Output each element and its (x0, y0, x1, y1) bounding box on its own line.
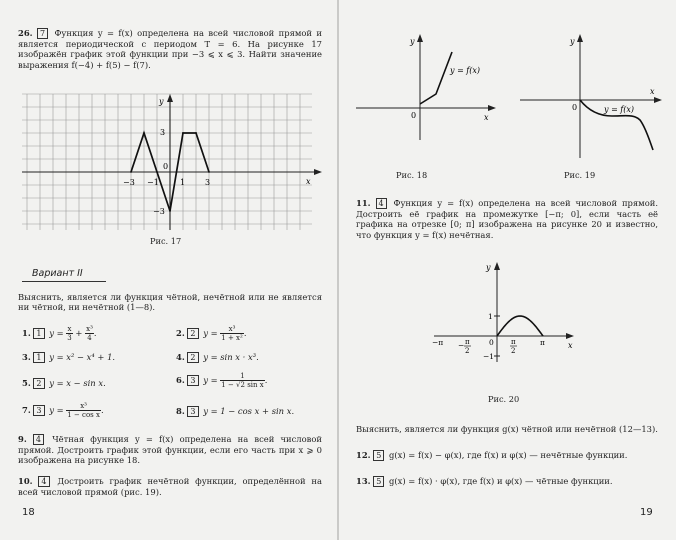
x-axis-label: x (568, 341, 573, 350)
data-point (169, 210, 171, 212)
lhs: y = (203, 375, 218, 385)
expression: y = 1 − cos x + sin x. (203, 406, 295, 416)
exercise-number: 5. (22, 378, 31, 388)
difficulty-box: 2 (187, 352, 198, 363)
tick-mpi2-den: 2 (465, 347, 470, 355)
denominator: 3 (67, 334, 72, 342)
expression: y = sin x · x³. (203, 352, 259, 362)
exercise-number: 3. (22, 352, 31, 362)
data-point (143, 132, 145, 134)
data-point (195, 132, 197, 134)
exercise-5 (22, 378, 106, 389)
period: . (243, 328, 247, 338)
lhs: y = (203, 328, 218, 338)
y-axis-arrow (577, 34, 583, 42)
tick-pi: π (540, 338, 545, 347)
fraction (220, 325, 244, 342)
denominator: 1 + x² (221, 334, 243, 342)
tick-one: 1 (488, 312, 493, 321)
exercise-number: 2. (176, 328, 185, 338)
exercise-number: 6. (176, 375, 185, 385)
difficulty-box: 3 (187, 375, 198, 386)
data-point (182, 132, 184, 134)
difficulty-box: 3 (33, 405, 44, 416)
problem-number: 26. (18, 28, 33, 38)
figure-19 (516, 30, 666, 160)
fraction (66, 402, 101, 419)
exercise-4 (176, 352, 259, 363)
function-label: y = f(x) (450, 66, 481, 75)
fraction (66, 325, 72, 342)
difficulty-box: 2 (187, 328, 198, 339)
period: . (264, 375, 268, 385)
period: . (93, 328, 97, 338)
right-page (338, 0, 676, 540)
problem-13 (356, 476, 658, 487)
y-axis-label: y (410, 37, 415, 46)
function-label: y = f(x) (604, 105, 635, 114)
tick-pi2-num: π (511, 338, 516, 346)
figure-18-caption: Рис. 18 (396, 170, 428, 180)
sine-curve (497, 316, 543, 336)
y-axis-arrow (417, 34, 423, 42)
x-axis-label: x (484, 113, 489, 122)
fraction (85, 325, 94, 342)
expression: y = x − sin x. (49, 378, 106, 388)
exercise-number: 8. (176, 406, 185, 416)
problem-number: 13. (356, 476, 371, 486)
numerator: x³ (220, 325, 244, 334)
exercise-8 (176, 406, 294, 417)
tick-mone: −1 (483, 352, 495, 361)
x-axis-arrow (566, 333, 574, 339)
y-axis-arrow (494, 262, 500, 270)
exercise-3 (22, 352, 115, 363)
difficulty-box: 2 (33, 378, 44, 389)
x-axis-label: x (306, 177, 311, 186)
exercise-number: 1. (22, 328, 31, 338)
figure-19-caption: Рис. 19 (564, 170, 596, 180)
exercise-2 (176, 325, 246, 342)
exercise-7 (22, 402, 104, 419)
lhs: y = (49, 405, 64, 415)
problem-26 (18, 28, 322, 70)
problem-text: g(x) = f(x) · φ(x), где f(x) и φ(x) — чётные функции. (389, 476, 613, 486)
difficulty-box: 1 (33, 328, 44, 339)
problem-text: Чётная функция y = f(x) определена на всей числовой прямой. Достроить график этой функции, если его часть при x ⩾ 0 изображена на рисунке 18. (18, 434, 322, 466)
data-point (208, 171, 210, 173)
function-curve (420, 52, 452, 104)
difficulty-box: 4 (376, 198, 387, 209)
figure-17 (22, 92, 322, 232)
difficulty-box: 5 (373, 476, 384, 487)
problem-text: Достроить график нечётной функции, определённой на всей числовой прямой (рис. 19). (18, 476, 322, 497)
lhs: y = (49, 328, 64, 338)
tick-pi2-den: 2 (511, 347, 516, 355)
variant-underline (22, 281, 106, 282)
denominator: 1 − √2 sin x (221, 381, 264, 389)
problem-number: 9. (18, 434, 27, 444)
numerator: x³ (86, 325, 93, 333)
problem-11 (356, 198, 658, 240)
origin-label: 0 (411, 111, 417, 120)
numerator: 1 (220, 372, 264, 381)
problem-text: Функция y = f(x) определена на всей числовой прямой и является периодической с периодом T = 6. На рисунке 17 изображён график этой функции при −3 ⩽ x ⩽ 3. Найти значение выражения f(−4) + f(5) − f(7). (18, 28, 322, 70)
expression: y = x² − x⁴ + 1. (49, 352, 116, 362)
intro-text: Выяснить, является ли функция чётной, нечётной или не является ни чётной, ни нечётной (1—8). (18, 292, 322, 313)
data-point (130, 171, 132, 173)
problem-number: 11. (356, 198, 371, 208)
tick-zero: 0 (163, 162, 169, 171)
tick-ym3: −3 (153, 207, 165, 216)
denominator: 4 (87, 334, 92, 342)
figure-20 (428, 258, 578, 368)
difficulty-box: 4 (38, 476, 49, 487)
y-axis-label: y (486, 263, 491, 272)
difficulty-box: 1 (33, 352, 44, 363)
exercise-number: 4. (176, 352, 185, 362)
exercise-number: 7. (22, 405, 31, 415)
page-number: 18 (22, 507, 35, 518)
problem-10 (18, 476, 322, 497)
operator: + (75, 328, 83, 338)
intro-2: Выяснить, является ли функция g(x) чётной или нечётной (12—13). (356, 424, 658, 434)
x-axis-arrow (654, 97, 662, 103)
difficulty-box: 4 (33, 434, 44, 445)
problem-9 (18, 434, 322, 466)
x-axis-label: x (650, 87, 655, 96)
tick-mpi2-sign: − (458, 341, 465, 350)
tick-y3: 3 (160, 128, 166, 137)
tick-mpi2-num: π (465, 338, 470, 346)
difficulty-box: 7 (37, 28, 48, 39)
variant-heading: Вариант II (32, 268, 83, 279)
difficulty-box: 5 (373, 450, 384, 461)
problem-12 (356, 450, 658, 461)
problem-number: 12. (356, 450, 371, 460)
problem-text: g(x) = f(x) − φ(x), где f(x) и φ(x) — нечётные функции. (389, 450, 628, 460)
figure-18 (348, 30, 498, 150)
tick-m3: −3 (123, 178, 135, 187)
y-axis-label: y (570, 37, 575, 46)
exercise-1 (22, 325, 97, 342)
exercise-6 (176, 372, 267, 389)
difficulty-box: 3 (187, 406, 198, 417)
data-point (156, 171, 158, 173)
page-number: 19 (640, 507, 653, 518)
problem-number: 10. (18, 476, 33, 486)
tick-one: 1 (180, 178, 186, 187)
x-axis-arrow (488, 105, 496, 111)
numerator: x (67, 325, 72, 333)
tick-mpi: −π (432, 338, 444, 347)
numerator: x³ (66, 402, 101, 411)
y-axis-label: y (159, 97, 164, 106)
fraction (220, 372, 264, 389)
figure-20-caption: Рис. 20 (488, 394, 520, 404)
figure-17-caption: Рис. 17 (150, 236, 182, 246)
denominator: 1 − cos x (67, 411, 100, 419)
y-axis-arrow (167, 94, 173, 102)
tick-zero: 0 (489, 338, 494, 347)
origin-label: 0 (572, 103, 578, 112)
x-axis-arrow (314, 169, 322, 175)
tick-m1: −1 (147, 178, 159, 187)
period: . (100, 405, 104, 415)
problem-text: Функция y = f(x) определена на всей числовой прямой. Достроить её график на промежутке [−π; 0], если часть её графика на отрезке [0; π] изображена на рисунке 20 и известно, что функция y = f(x) нечётная. (356, 198, 658, 240)
tick-three: 3 (205, 178, 211, 187)
